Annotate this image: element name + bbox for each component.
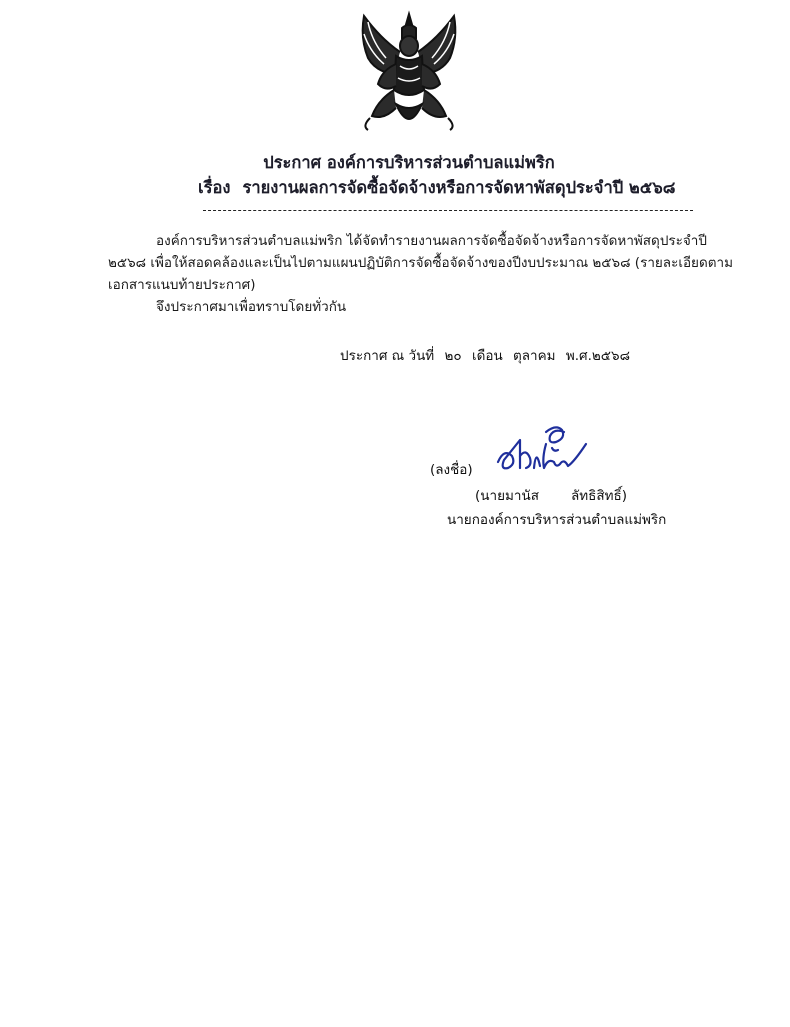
paragraph-line: เอกสารแนบท้ายประกาศ) [108,277,256,293]
signer-last-name: ลัทธิสิทธิ์) [570,488,627,504]
date-month-label: เดือน [471,348,503,364]
announcement-date [340,344,636,366]
signature-label: (ลงชื่อ) [430,462,473,478]
date-day: ๒๐ [444,348,462,364]
title-divider [203,210,693,211]
date-year: พ.ศ.๒๕๖๘ [565,348,630,364]
date-month: ตุลาคม [512,348,556,364]
body-paragraph-1 [108,230,733,296]
body-paragraph-2: จึงประกาศมาเพื่อทราบโดยทั่วกัน [156,299,347,315]
garuda-emblem-icon [350,8,468,136]
signer-position: นายกองค์การบริหารส่วนตำบลแม่พริก [447,512,667,528]
announcement-title: ประกาศ องค์การบริหารส่วนตำบลแม่พริก [263,153,555,172]
handwritten-signature [490,418,600,478]
announcement-subject [198,175,676,201]
subject-label: เรื่อง [198,178,231,197]
paragraph-line: ๒๕๖๘ เพื่อให้สอดคล้องและเป็นไปตามแผนปฏิบัติการจัดซื้อจัดจ้างของปีงบประมาณ ๒๕๖๘ (รายละเอียดตาม [108,255,733,271]
subject-text: รายงานผลการจัดซื้อจัดจ้างหรือการจัดหาพัสดุประจำปี ๒๕๖๘ [242,178,676,197]
date-prefix: ประกาศ ณ วันที่ [340,348,435,364]
signer-first-name: (นายมานัส [475,488,539,504]
signer-name [475,484,627,506]
paragraph-line: องค์การบริหารส่วนตำบลแม่พริก ได้จัดทำรายงานผลการจัดซื้อจัดจ้างหรือการจัดหาพัสดุประจำปี [156,233,707,249]
